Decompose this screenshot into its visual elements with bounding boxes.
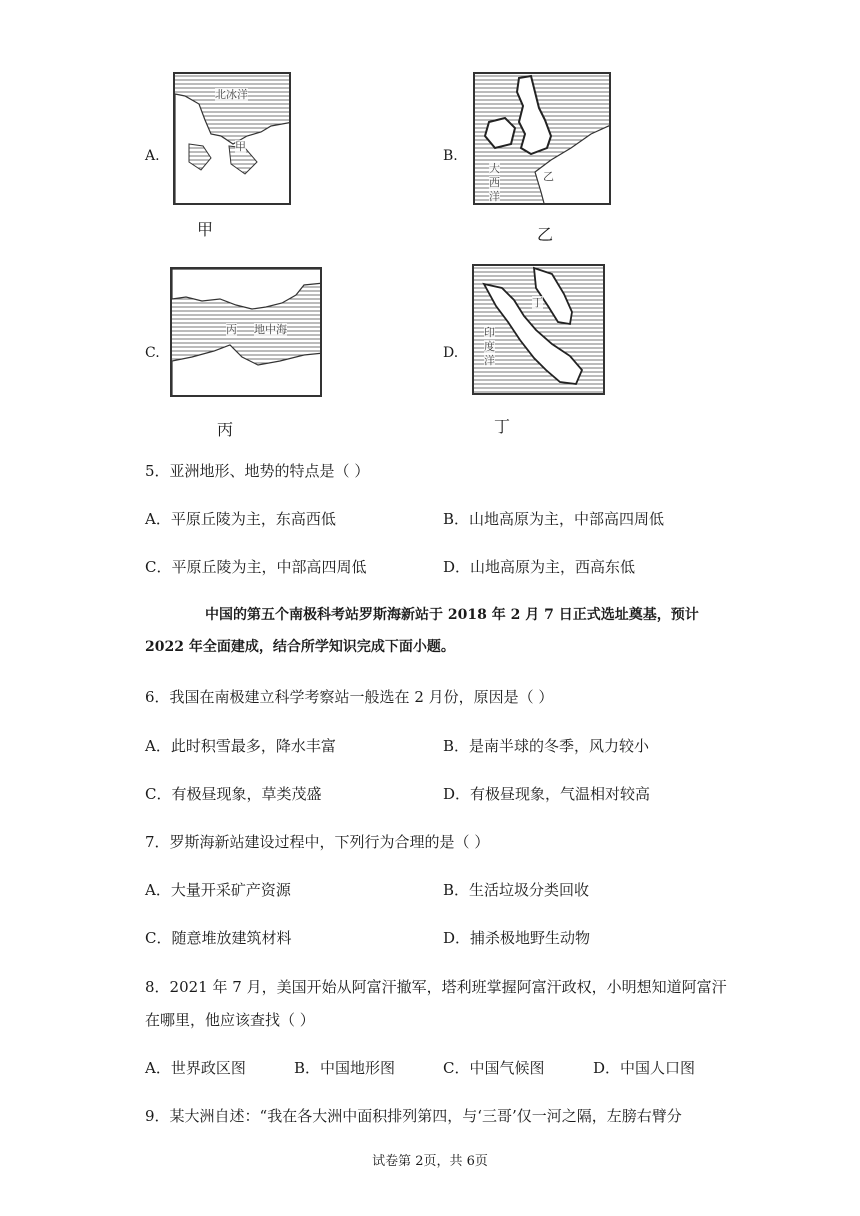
map-b-label-mark: 乙 xyxy=(543,170,554,183)
question-7-option-c: C．随意堆放建筑材料 xyxy=(145,929,292,947)
map-a-caption: 甲 xyxy=(197,220,214,239)
question-8-stem-line-2: 在哪里，他应该查找（ ） xyxy=(145,1011,315,1029)
question-5-option-d: D．山地高原为主，西高东低 xyxy=(443,558,636,576)
map-d-caption: 丁 xyxy=(494,417,511,436)
map-c-caption: 丙 xyxy=(217,420,234,439)
question-5-option-b: B．山地高原为主，中部高四周低 xyxy=(443,510,665,528)
question-8-option-a: A．世界政区图 xyxy=(145,1059,246,1077)
question-5-option-c: C．平原丘陵为主，中部高四周低 xyxy=(145,558,367,576)
map-d-label-mark: 丁 xyxy=(532,296,543,309)
question-7-option-d: D．捕杀极地野生动物 xyxy=(443,929,591,947)
question-6-option-b: B．是南半球的冬季，风力较小 xyxy=(443,737,650,755)
map-a-option-label: A. xyxy=(145,148,160,164)
question-8-stem-line-1: 8．2021 年 7 月，美国开始从阿富汗撤军，塔利班掌握阿富汗政权，小明想知道阿富汗 xyxy=(145,978,727,996)
question-7-option-a: A．大量开采矿产资源 xyxy=(145,881,291,899)
map-b-option-label: B. xyxy=(443,148,458,164)
passage-line-2: 2022 年全面建成，结合所学知识完成下面小题。 xyxy=(145,639,455,655)
map-c-image xyxy=(170,267,322,397)
question-7-option-b: B．生活垃圾分类回收 xyxy=(443,881,590,899)
question-8-option-b: B．中国地形图 xyxy=(294,1059,396,1077)
map-b-label-3: 洋 xyxy=(489,190,500,203)
map-c-label-mark: 丙 xyxy=(226,323,237,336)
page-footer: 试卷第 2页，共 6页 xyxy=(372,1154,488,1169)
question-8-option-c: C．中国气候图 xyxy=(443,1059,545,1077)
question-6-option-c: C．有极昼现象，草类茂盛 xyxy=(145,785,322,803)
question-6-option-a: A．此时积雪最多，降水丰富 xyxy=(145,737,336,755)
question-9-stem: 9．某大洲自述：“我在各大洲中面积排列第四，与‘三哥’仅一河之隔，左膀右臂分 xyxy=(145,1107,682,1125)
map-d-label-3: 洋 xyxy=(484,354,495,367)
map-a-label-mark: 甲 xyxy=(235,140,246,153)
map-a-image xyxy=(173,72,291,205)
map-d-label-2: 度 xyxy=(484,340,495,353)
map-d-option-label: D. xyxy=(443,345,459,361)
map-b-label-1: 大 xyxy=(489,162,500,175)
question-8-option-d: D．中国人口图 xyxy=(593,1059,696,1077)
question-6-stem: 6．我国在南极建立科学考察站一般选在 2 月份，原因是（ ） xyxy=(145,688,554,706)
passage-line-1: 中国的第五个南极科考站罗斯海新站于 2018 年 2 月 7 日正式选址奠基，预计 xyxy=(205,607,699,623)
map-b-caption: 乙 xyxy=(537,225,554,244)
map-b-label-2: 西 xyxy=(489,176,500,189)
map-a-label-ocean: 北冰洋 xyxy=(215,88,248,101)
question-5-stem: 5．亚洲地形、地势的特点是（ ） xyxy=(145,462,370,480)
map-b-image xyxy=(473,72,611,205)
question-7-stem: 7．罗斯海新站建设过程中，下列行为合理的是（ ） xyxy=(145,833,490,851)
question-6-option-d: D．有极昼现象，气温相对较高 xyxy=(443,785,651,803)
map-d-image xyxy=(472,264,605,395)
map-c-option-label: C. xyxy=(145,345,160,361)
map-d-label-1: 印 xyxy=(484,326,495,339)
question-5-option-a: A．平原丘陵为主，东高西低 xyxy=(145,510,336,528)
map-c-label-sea: 地中海 xyxy=(254,323,287,336)
